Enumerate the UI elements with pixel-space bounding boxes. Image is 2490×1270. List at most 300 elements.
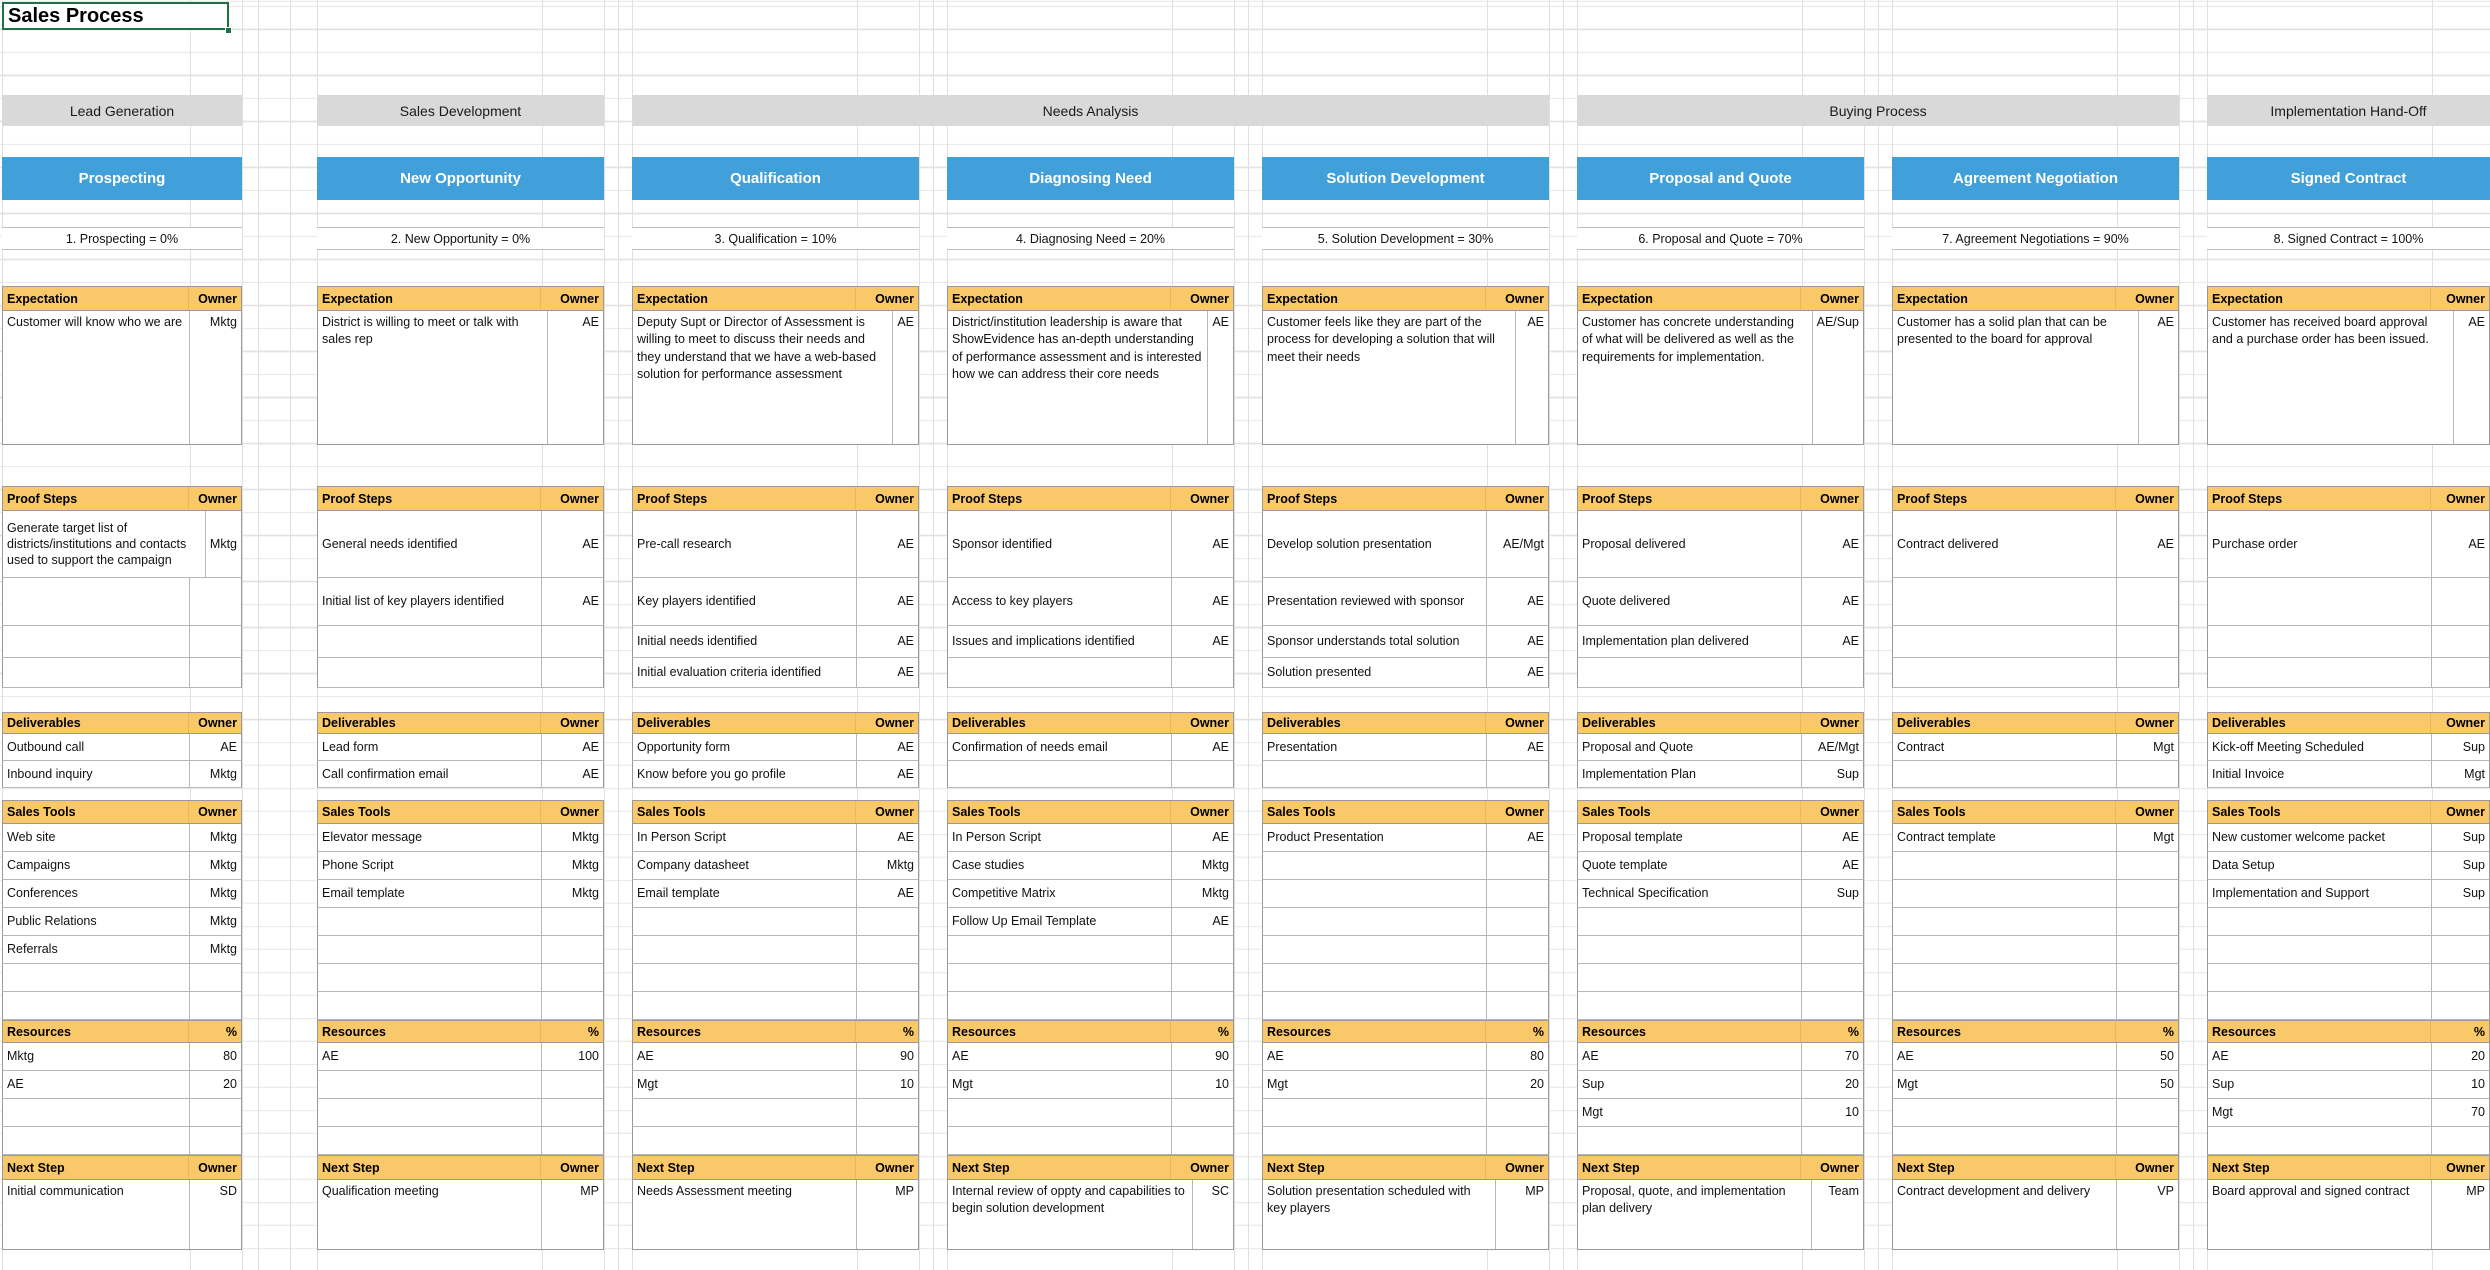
resource-row-owner-cell[interactable] — [189, 1127, 241, 1154]
sales-tool-row-text-cell[interactable] — [1578, 908, 1801, 935]
deliverable-row-text-cell[interactable] — [633, 734, 856, 760]
expectation-text-cell[interactable] — [948, 311, 1207, 444]
sales-tool-row-text-cell[interactable] — [1893, 880, 2116, 907]
resource-row[interactable] — [2, 1099, 242, 1127]
resource-row[interactable] — [1262, 1071, 1549, 1099]
proof-steps-header[interactable] — [2207, 486, 2490, 511]
sales-tool-row-owner-cell[interactable] — [1801, 880, 1863, 907]
resource-row-text-cell[interactable] — [1263, 1043, 1486, 1070]
expectation-owner-cell[interactable] — [547, 311, 603, 444]
deliverable-row-text-cell[interactable] — [3, 734, 189, 760]
sales-tool-row-owner-cell[interactable] — [189, 936, 241, 963]
next-step-header[interactable] — [2207, 1155, 2490, 1180]
proof-step-row-owner-cell[interactable] — [1801, 658, 1863, 687]
sales-tool-row-text-cell[interactable] — [2208, 880, 2431, 907]
sales-tool-row[interactable] — [632, 964, 919, 992]
stage-percent-cell[interactable] — [2, 227, 242, 250]
resource-row-text-cell[interactable] — [633, 1127, 856, 1154]
resource-row[interactable] — [2, 1043, 242, 1071]
next-step-header[interactable] — [1892, 1155, 2179, 1180]
resource-row-text-cell[interactable] — [318, 1071, 541, 1098]
resources-header[interactable] — [317, 1020, 604, 1043]
deliverables-header[interactable] — [1577, 712, 1864, 734]
resources-header[interactable] — [632, 1020, 919, 1043]
next-step-text-cell[interactable] — [1578, 1180, 1811, 1249]
sales-tool-row-text-cell[interactable] — [948, 964, 1171, 991]
stage-header[interactable] — [1262, 157, 1549, 200]
proof-step-row-owner-cell[interactable] — [1801, 626, 1863, 657]
sales-tools-header[interactable] — [1892, 800, 2179, 824]
resource-row[interactable] — [947, 1099, 1234, 1127]
next-step-owner-cell[interactable] — [1811, 1180, 1863, 1249]
resources-header[interactable] — [1577, 1020, 1864, 1043]
expectation-text-cell[interactable] — [318, 311, 547, 444]
resource-row-owner-cell[interactable] — [856, 1043, 918, 1070]
proof-step-row-text-cell[interactable] — [948, 626, 1171, 657]
proof-step-row-text-cell[interactable] — [633, 658, 856, 687]
proof-step-row[interactable] — [1577, 511, 1864, 578]
expectation-owner-cell[interactable] — [1812, 311, 1863, 444]
deliverable-row-owner-cell[interactable] — [189, 734, 241, 760]
expectation-header[interactable] — [947, 286, 1234, 311]
expectation[interactable] — [632, 311, 919, 445]
resource-row[interactable] — [317, 1043, 604, 1071]
resource-row-text-cell[interactable] — [318, 1099, 541, 1126]
deliverable-row-owner-cell[interactable] — [1171, 761, 1233, 787]
proof-step-row[interactable] — [317, 578, 604, 626]
resource-row[interactable] — [2, 1071, 242, 1099]
deliverable-row-text-cell[interactable] — [2208, 761, 2431, 787]
sales-tool-row-owner-cell[interactable] — [1486, 964, 1548, 991]
sales-tool-row-owner-cell[interactable] — [1801, 936, 1863, 963]
resource-row[interactable] — [1892, 1127, 2179, 1155]
resource-row[interactable] — [317, 1099, 604, 1127]
sales-tool-row-text-cell[interactable] — [318, 992, 541, 1019]
resource-row-text-cell[interactable] — [1578, 1071, 1801, 1098]
sales-tool-row-text-cell[interactable] — [948, 936, 1171, 963]
sales-tool-row[interactable] — [2207, 936, 2490, 964]
sales-tool-row-owner-cell[interactable] — [2431, 908, 2489, 935]
sales-tool-row-text-cell[interactable] — [948, 824, 1171, 851]
sales-tool-row[interactable] — [2207, 992, 2490, 1020]
resource-row-text-cell[interactable] — [1893, 1043, 2116, 1070]
expectation[interactable] — [2, 311, 242, 445]
deliverable-row-owner-cell[interactable] — [1171, 734, 1233, 760]
deliverable-row-text-cell[interactable] — [948, 734, 1171, 760]
deliverable-row-owner-cell[interactable] — [541, 734, 603, 760]
sales-tool-row[interactable] — [317, 908, 604, 936]
sales-tool-row-text-cell[interactable] — [3, 880, 189, 907]
sales-tool-row[interactable] — [947, 992, 1234, 1020]
resource-row[interactable] — [317, 1127, 604, 1155]
sales-tool-row-owner-cell[interactable] — [2431, 852, 2489, 879]
sales-tools-header[interactable] — [1577, 800, 1864, 824]
resource-row-owner-cell[interactable] — [856, 1099, 918, 1126]
deliverable-row[interactable] — [2207, 734, 2490, 761]
sales-tool-row-text-cell[interactable] — [1578, 852, 1801, 879]
sales-tools-header[interactable] — [632, 800, 919, 824]
sales-tool-row[interactable] — [632, 992, 919, 1020]
resource-row-text-cell[interactable] — [948, 1043, 1171, 1070]
deliverable-row[interactable] — [2, 761, 242, 788]
resource-row-text-cell[interactable] — [1893, 1099, 2116, 1126]
resource-row[interactable] — [1892, 1071, 2179, 1099]
sales-tool-row-text-cell[interactable] — [1263, 936, 1486, 963]
sales-tool-row-owner-cell[interactable] — [2431, 964, 2489, 991]
sales-tool-row-text-cell[interactable] — [318, 824, 541, 851]
proof-step-row-owner-cell[interactable] — [1801, 511, 1863, 577]
sales-tool-row-owner-cell[interactable] — [1801, 964, 1863, 991]
resource-row-owner-cell[interactable] — [1486, 1071, 1548, 1098]
deliverable-row[interactable] — [632, 734, 919, 761]
next-step[interactable] — [632, 1180, 919, 1250]
sales-tool-row-text-cell[interactable] — [2208, 824, 2431, 851]
proof-step-row[interactable] — [2207, 578, 2490, 626]
proof-step-row-owner-cell[interactable] — [856, 578, 918, 625]
sales-tool-row-owner-cell[interactable] — [1486, 880, 1548, 907]
proof-step-row[interactable] — [2207, 658, 2490, 688]
resource-row[interactable] — [632, 1071, 919, 1099]
proof-step-row[interactable] — [632, 626, 919, 658]
proof-step-row-owner-cell[interactable] — [2116, 511, 2178, 577]
sales-tool-row-owner-cell[interactable] — [189, 824, 241, 851]
sales-tool-row-owner-cell[interactable] — [2431, 936, 2489, 963]
proof-step-row-text-cell[interactable] — [633, 578, 856, 625]
sales-tool-row-text-cell[interactable] — [318, 908, 541, 935]
proof-step-row-text-cell[interactable] — [1893, 511, 2116, 577]
resource-row-owner-cell[interactable] — [1171, 1127, 1233, 1154]
next-step-header[interactable] — [1262, 1155, 1549, 1180]
resource-row[interactable] — [2, 1127, 242, 1155]
proof-steps-header[interactable] — [1577, 486, 1864, 511]
stage-percent-cell[interactable] — [317, 227, 604, 250]
next-step-text-cell[interactable] — [1893, 1180, 2116, 1249]
proof-step-row-text-cell[interactable] — [3, 578, 189, 625]
sales-tool-row[interactable] — [317, 852, 604, 880]
proof-step-row[interactable] — [1262, 578, 1549, 626]
proof-step-row-owner-cell[interactable] — [2431, 658, 2489, 687]
next-step-owner-cell[interactable] — [1495, 1180, 1548, 1249]
next-step-header[interactable] — [1577, 1155, 1864, 1180]
proof-step-row-owner-cell[interactable] — [2116, 626, 2178, 657]
sales-tool-row[interactable] — [2, 824, 242, 852]
sales-tool-row-text-cell[interactable] — [1263, 908, 1486, 935]
proof-step-row-text-cell[interactable] — [3, 511, 205, 577]
sales-tool-row[interactable] — [1577, 936, 1864, 964]
resource-row-owner-cell[interactable] — [1171, 1043, 1233, 1070]
sales-tool-row-owner-cell[interactable] — [541, 824, 603, 851]
phase-bar[interactable] — [632, 95, 1549, 126]
sales-tool-row[interactable] — [632, 936, 919, 964]
next-step-header[interactable] — [2, 1155, 242, 1180]
sales-tool-row[interactable] — [2207, 852, 2490, 880]
sales-tool-row-text-cell[interactable] — [1578, 992, 1801, 1019]
proof-step-row-owner-cell[interactable] — [856, 626, 918, 657]
proof-step-row-text-cell[interactable] — [1578, 578, 1801, 625]
sales-tool-row-owner-cell[interactable] — [2116, 992, 2178, 1019]
proof-step-row-text-cell[interactable] — [3, 626, 189, 657]
resource-row-owner-cell[interactable] — [1486, 1099, 1548, 1126]
deliverable-row-text-cell[interactable] — [318, 761, 541, 787]
sales-tool-row-text-cell[interactable] — [1578, 824, 1801, 851]
resource-row-text-cell[interactable] — [633, 1043, 856, 1070]
resource-row-owner-cell[interactable] — [2116, 1099, 2178, 1126]
stage-header[interactable] — [1577, 157, 1864, 200]
deliverable-row-text-cell[interactable] — [318, 734, 541, 760]
sales-tool-row-text-cell[interactable] — [3, 964, 189, 991]
resources-header[interactable] — [947, 1020, 1234, 1043]
sales-tool-row-owner-cell[interactable] — [1171, 964, 1233, 991]
resource-row[interactable] — [947, 1043, 1234, 1071]
stage-header[interactable] — [947, 157, 1234, 200]
sales-tool-row-owner-cell[interactable] — [541, 936, 603, 963]
next-step-owner-cell[interactable] — [1192, 1180, 1233, 1249]
resource-row[interactable] — [1892, 1099, 2179, 1127]
sales-tool-row[interactable] — [2, 908, 242, 936]
sales-tool-row-text-cell[interactable] — [1263, 964, 1486, 991]
stage-header[interactable] — [317, 157, 604, 200]
sales-tool-row-owner-cell[interactable] — [1801, 824, 1863, 851]
deliverable-row-owner-cell[interactable] — [2116, 761, 2178, 787]
sales-tool-row-owner-cell[interactable] — [856, 852, 918, 879]
proof-step-row[interactable] — [1892, 511, 2179, 578]
stage-header[interactable] — [632, 157, 919, 200]
proof-step-row-owner-cell[interactable] — [541, 626, 603, 657]
next-step-text-cell[interactable] — [2208, 1180, 2431, 1249]
resource-row-text-cell[interactable] — [1893, 1071, 2116, 1098]
sales-tool-row[interactable] — [947, 908, 1234, 936]
sales-tool-row-owner-cell[interactable] — [1171, 824, 1233, 851]
next-step[interactable] — [1892, 1180, 2179, 1250]
next-step-text-cell[interactable] — [3, 1180, 189, 1249]
sales-tool-row[interactable] — [2, 964, 242, 992]
sales-tool-row-text-cell[interactable] — [1578, 964, 1801, 991]
proof-step-row-text-cell[interactable] — [2208, 626, 2431, 657]
resource-row[interactable] — [947, 1127, 1234, 1155]
sales-tool-row-text-cell[interactable] — [948, 992, 1171, 1019]
deliverable-row-owner-cell[interactable] — [541, 761, 603, 787]
sales-tool-row-text-cell[interactable] — [1893, 964, 2116, 991]
stage-header[interactable] — [2207, 157, 2490, 200]
resources-header[interactable] — [1892, 1020, 2179, 1043]
phase-bar[interactable] — [2, 95, 242, 126]
sheet-title-cell[interactable] — [2, 2, 229, 30]
proof-step-row-owner-cell[interactable] — [2116, 658, 2178, 687]
deliverable-row-owner-cell[interactable] — [856, 734, 918, 760]
resource-row-text-cell[interactable] — [1578, 1127, 1801, 1154]
sales-tool-row-text-cell[interactable] — [318, 964, 541, 991]
sales-tool-row-owner-cell[interactable] — [856, 908, 918, 935]
resource-row[interactable] — [2207, 1043, 2490, 1071]
deliverable-row[interactable] — [317, 761, 604, 788]
proof-step-row[interactable] — [1577, 658, 1864, 688]
sales-tool-row-owner-cell[interactable] — [2116, 936, 2178, 963]
resource-row[interactable] — [632, 1127, 919, 1155]
proof-step-row-owner-cell[interactable] — [1801, 578, 1863, 625]
sales-tool-row-text-cell[interactable] — [2208, 852, 2431, 879]
sales-tool-row[interactable] — [2, 852, 242, 880]
proof-step-row-owner-cell[interactable] — [541, 511, 603, 577]
deliverable-row[interactable] — [947, 734, 1234, 761]
proof-step-row[interactable] — [2207, 626, 2490, 658]
proof-step-row-owner-cell[interactable] — [1171, 626, 1233, 657]
resource-row[interactable] — [632, 1043, 919, 1071]
stage-percent-cell[interactable] — [1892, 227, 2179, 250]
resource-row-text-cell[interactable] — [948, 1127, 1171, 1154]
resource-row-text-cell[interactable] — [2208, 1071, 2431, 1098]
resource-row-owner-cell[interactable] — [2431, 1043, 2489, 1070]
expectation-header[interactable] — [1262, 286, 1549, 311]
resource-row-text-cell[interactable] — [1263, 1071, 1486, 1098]
sales-tool-row-owner-cell[interactable] — [1486, 992, 1548, 1019]
deliverable-row-owner-cell[interactable] — [2116, 734, 2178, 760]
resource-row-owner-cell[interactable] — [2116, 1071, 2178, 1098]
sales-tool-row-text-cell[interactable] — [2208, 908, 2431, 935]
proof-step-row[interactable] — [1262, 626, 1549, 658]
resource-row-text-cell[interactable] — [1893, 1127, 2116, 1154]
proof-step-row-text-cell[interactable] — [1263, 658, 1486, 687]
proof-step-row-text-cell[interactable] — [1578, 511, 1801, 577]
sales-tool-row-owner-cell[interactable] — [1171, 880, 1233, 907]
stage-percent-cell[interactable] — [947, 227, 1234, 250]
sales-tool-row[interactable] — [317, 824, 604, 852]
expectation-owner-cell[interactable] — [2138, 311, 2178, 444]
expectation[interactable] — [1577, 311, 1864, 445]
deliverable-row-owner-cell[interactable] — [856, 761, 918, 787]
sales-tool-row-owner-cell[interactable] — [856, 880, 918, 907]
sales-tools-header[interactable] — [1262, 800, 1549, 824]
resource-row[interactable] — [1577, 1071, 1864, 1099]
proof-step-row-text-cell[interactable] — [1578, 658, 1801, 687]
proof-step-row[interactable] — [947, 578, 1234, 626]
proof-step-row[interactable] — [632, 578, 919, 626]
proof-step-row[interactable] — [317, 626, 604, 658]
sales-tool-row-owner-cell[interactable] — [1171, 992, 1233, 1019]
next-step-header[interactable] — [632, 1155, 919, 1180]
sales-tools-header[interactable] — [2, 800, 242, 824]
sales-tool-row[interactable] — [2207, 964, 2490, 992]
proof-step-row[interactable] — [1892, 658, 2179, 688]
resource-row-text-cell[interactable] — [318, 1127, 541, 1154]
resource-row-text-cell[interactable] — [633, 1071, 856, 1098]
deliverable-row[interactable] — [317, 734, 604, 761]
proof-step-row-text-cell[interactable] — [318, 511, 541, 577]
expectation-header[interactable] — [1577, 286, 1864, 311]
resource-row-owner-cell[interactable] — [2116, 1043, 2178, 1070]
sales-tool-row-owner-cell[interactable] — [2116, 852, 2178, 879]
next-step-owner-cell[interactable] — [856, 1180, 918, 1249]
sales-tool-row-owner-cell[interactable] — [1801, 908, 1863, 935]
proof-step-row-text-cell[interactable] — [1893, 578, 2116, 625]
sales-tool-row[interactable] — [317, 880, 604, 908]
sales-tool-row[interactable] — [1577, 852, 1864, 880]
resource-row-text-cell[interactable] — [2208, 1127, 2431, 1154]
proof-steps-header[interactable] — [1892, 486, 2179, 511]
sales-tool-row-owner-cell[interactable] — [1171, 852, 1233, 879]
deliverable-row[interactable] — [2, 734, 242, 761]
resource-row-text-cell[interactable] — [948, 1071, 1171, 1098]
deliverable-row-text-cell[interactable] — [948, 761, 1171, 787]
expectation-text-cell[interactable] — [1263, 311, 1515, 444]
deliverable-row-text-cell[interactable] — [3, 761, 189, 787]
resource-row-owner-cell[interactable] — [856, 1127, 918, 1154]
expectation[interactable] — [947, 311, 1234, 445]
deliverable-row-text-cell[interactable] — [1893, 761, 2116, 787]
next-step-text-cell[interactable] — [633, 1180, 856, 1249]
proof-step-row-owner-cell[interactable] — [856, 658, 918, 687]
expectation-owner-cell[interactable] — [2453, 311, 2489, 444]
resources-header[interactable] — [2207, 1020, 2490, 1043]
proof-steps-header[interactable] — [1262, 486, 1549, 511]
deliverable-row-owner-cell[interactable] — [1801, 761, 1863, 787]
proof-step-row[interactable] — [2, 511, 242, 578]
expectation-owner-cell[interactable] — [189, 311, 241, 444]
sales-tool-row-text-cell[interactable] — [3, 824, 189, 851]
sales-tool-row[interactable] — [1892, 992, 2179, 1020]
sales-tool-row-text-cell[interactable] — [1578, 880, 1801, 907]
next-step[interactable] — [947, 1180, 1234, 1250]
sales-tool-row-owner-cell[interactable] — [541, 908, 603, 935]
expectation-header[interactable] — [632, 286, 919, 311]
expectation-owner-cell[interactable] — [1515, 311, 1548, 444]
resources-header[interactable] — [2, 1020, 242, 1043]
selection-fill-handle[interactable] — [225, 27, 232, 34]
sales-tool-row-text-cell[interactable] — [3, 908, 189, 935]
resource-row-owner-cell[interactable] — [856, 1071, 918, 1098]
proof-step-row[interactable] — [317, 658, 604, 688]
sales-tools-header[interactable] — [947, 800, 1234, 824]
proof-step-row-owner-cell[interactable] — [189, 658, 241, 687]
deliverable-row[interactable] — [1262, 734, 1549, 761]
sales-tool-row-owner-cell[interactable] — [856, 992, 918, 1019]
resource-row[interactable] — [2207, 1099, 2490, 1127]
expectation-text-cell[interactable] — [633, 311, 892, 444]
proof-step-row-owner-cell[interactable] — [1486, 511, 1548, 577]
sales-tool-row[interactable] — [632, 852, 919, 880]
proof-step-row[interactable] — [1577, 578, 1864, 626]
sales-tool-row-text-cell[interactable] — [2208, 992, 2431, 1019]
sales-tool-row[interactable] — [1577, 964, 1864, 992]
sales-tool-row[interactable] — [1262, 880, 1549, 908]
resource-row-owner-cell[interactable] — [2431, 1071, 2489, 1098]
deliverable-row-owner-cell[interactable] — [189, 761, 241, 787]
resource-row-owner-cell[interactable] — [1171, 1099, 1233, 1126]
proof-step-row-text-cell[interactable] — [1263, 626, 1486, 657]
sales-tool-row-text-cell[interactable] — [1578, 936, 1801, 963]
proof-step-row[interactable] — [632, 511, 919, 578]
proof-step-row-owner-cell[interactable] — [2431, 626, 2489, 657]
deliverable-row[interactable] — [947, 761, 1234, 788]
next-step[interactable] — [1262, 1180, 1549, 1250]
sales-tool-row[interactable] — [1892, 880, 2179, 908]
sales-tool-row-text-cell[interactable] — [1893, 852, 2116, 879]
sales-tool-row[interactable] — [2207, 880, 2490, 908]
sales-tool-row[interactable] — [1892, 908, 2179, 936]
sales-tool-row-text-cell[interactable] — [633, 908, 856, 935]
sales-tool-row-text-cell[interactable] — [633, 936, 856, 963]
proof-step-row[interactable] — [1892, 578, 2179, 626]
stage-percent-cell[interactable] — [2207, 227, 2490, 250]
next-step[interactable] — [1577, 1180, 1864, 1250]
resource-row-text-cell[interactable] — [3, 1099, 189, 1126]
proof-steps-header[interactable] — [947, 486, 1234, 511]
sales-tool-row-owner-cell[interactable] — [1486, 852, 1548, 879]
sales-tool-row-owner-cell[interactable] — [2116, 824, 2178, 851]
sales-tool-row-owner-cell[interactable] — [2116, 964, 2178, 991]
stage-percent-cell[interactable] — [1577, 227, 1864, 250]
proof-step-row-owner-cell[interactable] — [2116, 578, 2178, 625]
sales-tool-row-owner-cell[interactable] — [2116, 908, 2178, 935]
